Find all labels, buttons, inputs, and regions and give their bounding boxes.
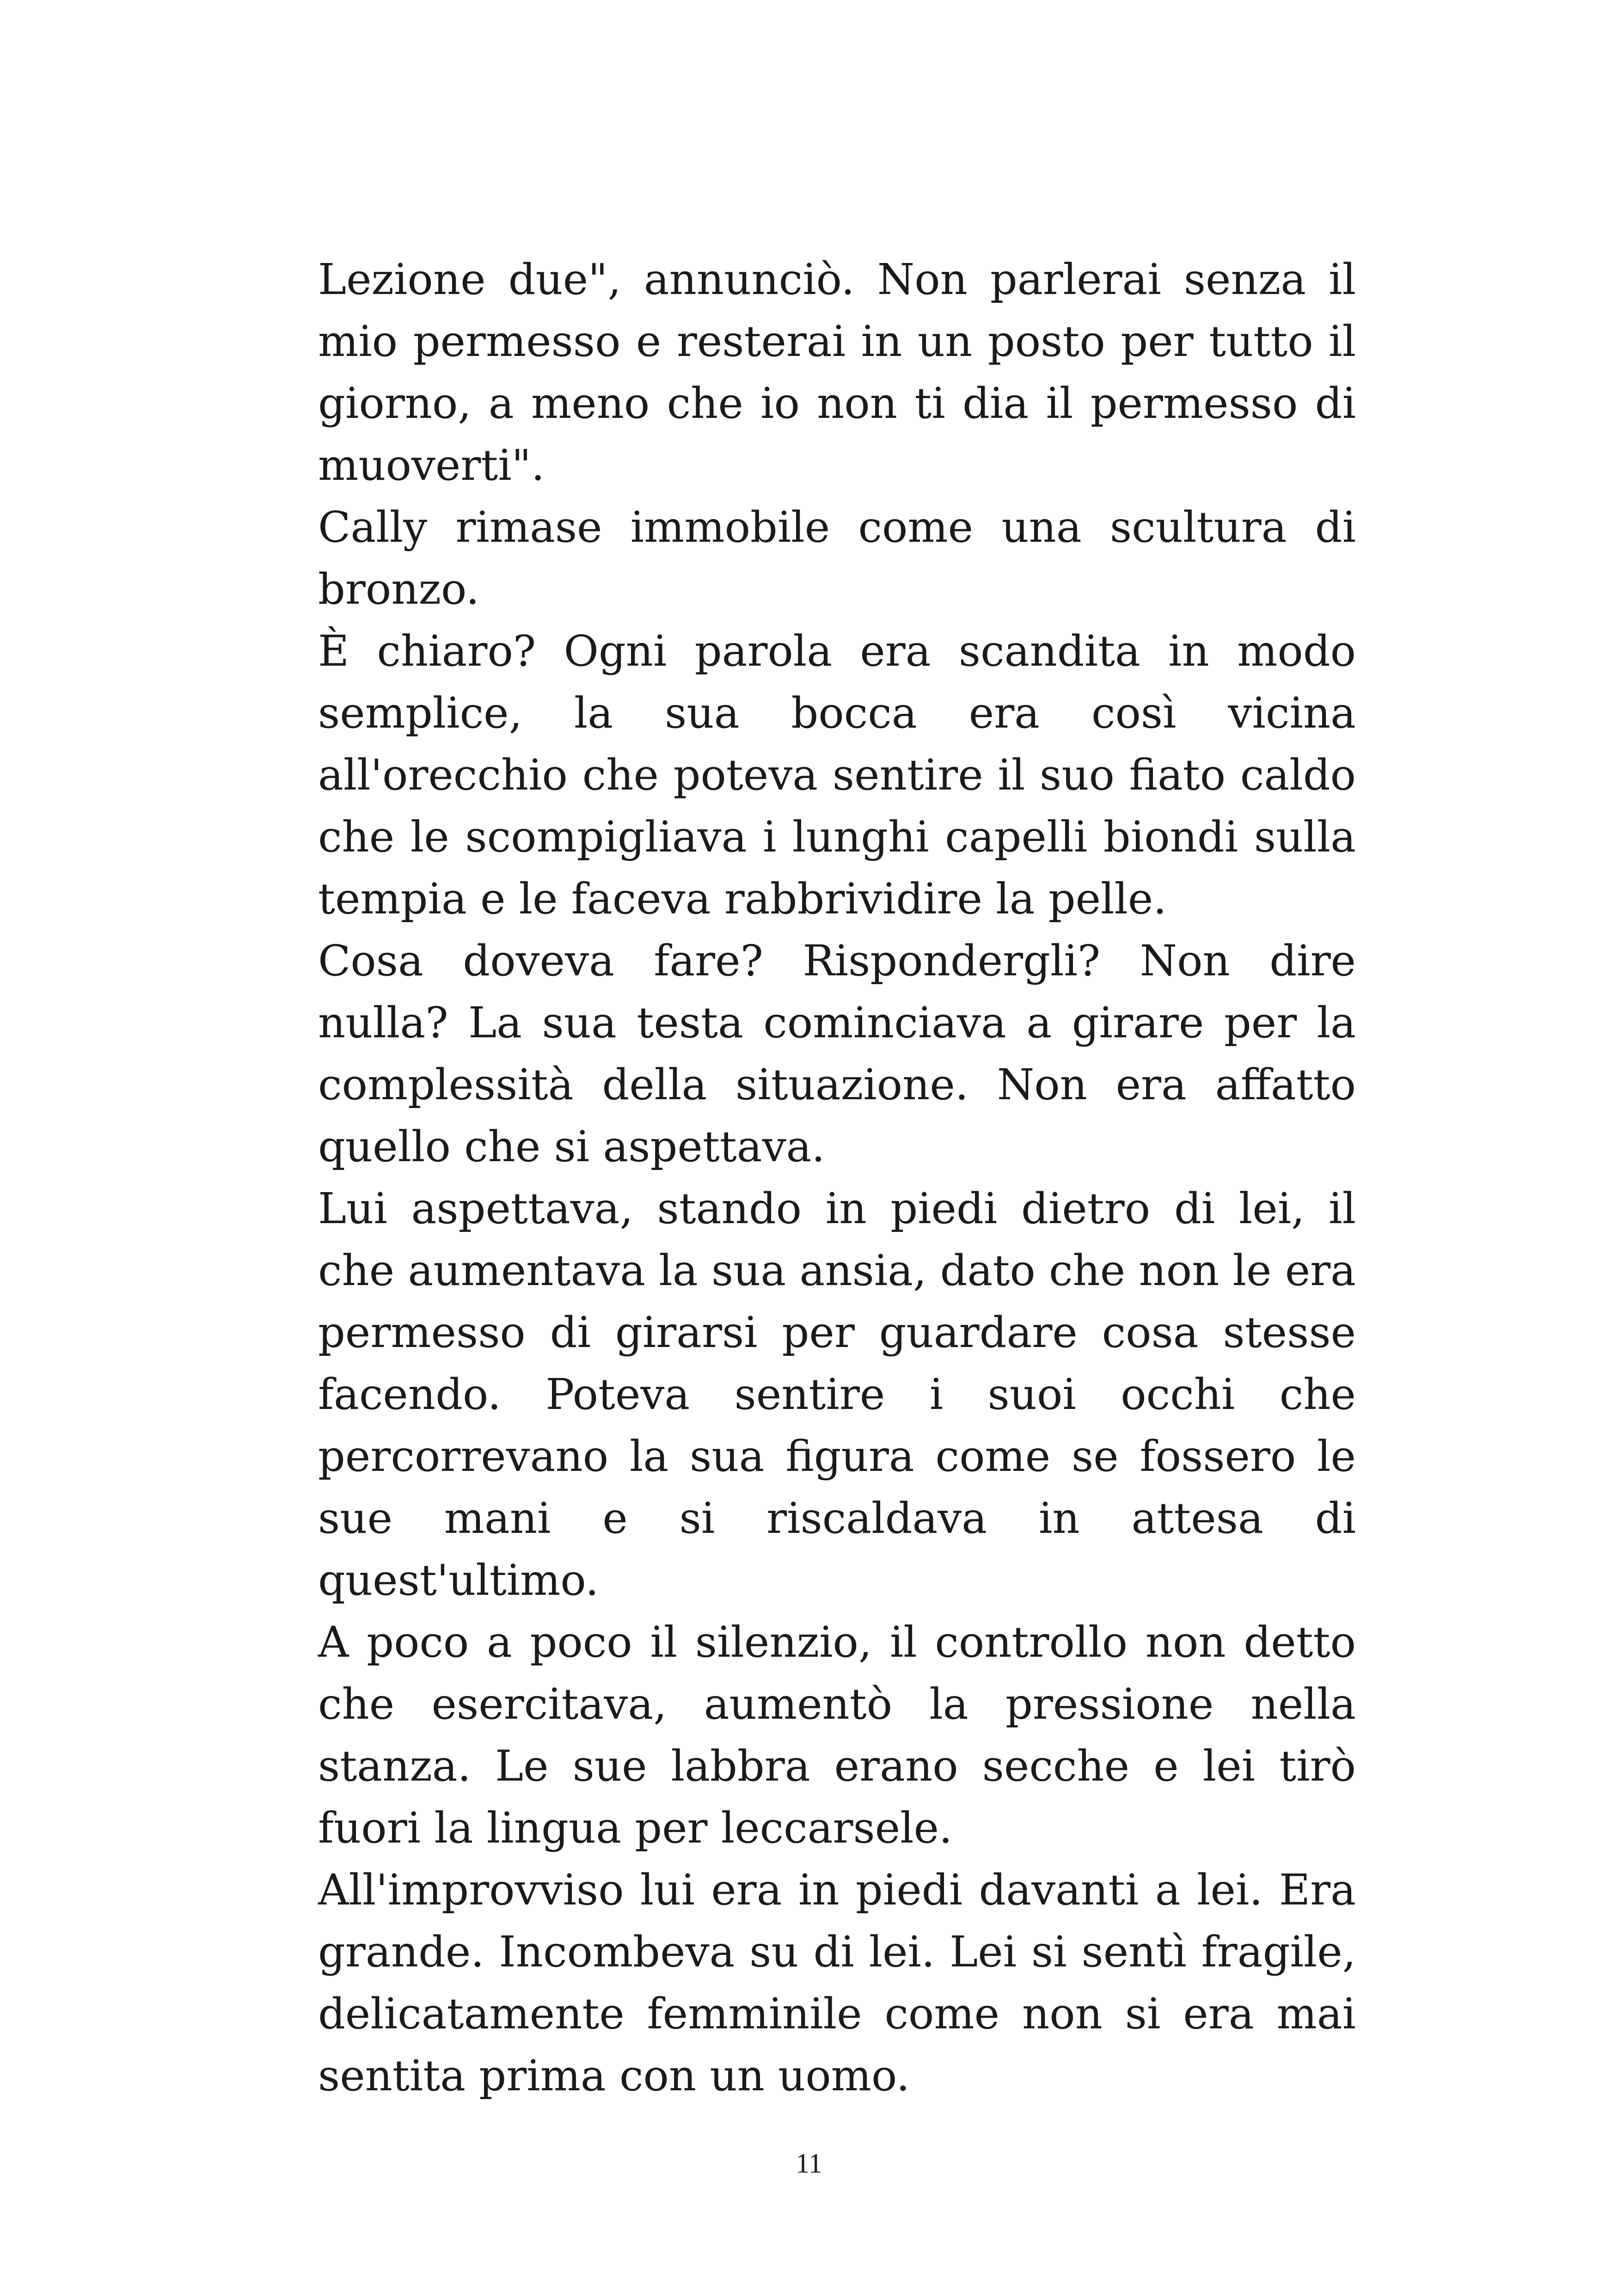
paragraph-2: Cally rimase immobile come una scultura di bronzo. xyxy=(318,502,1356,614)
paragraph-4: Cosa doveva fare? Rispondergli? Non dire nulla? La sua testa cominciava a girare per la complessità della situazione. Non era affatto quello che si aspettava. xyxy=(318,936,1356,1171)
page-number: 11 xyxy=(796,2148,822,2179)
paragraph-1: Lezione due", annunciò. Non parlerai senza il mio permesso e resterai in un posto per tutto il giorno, a meno che io non ti dia il permesso di muoverti". xyxy=(318,255,1356,490)
paragraph-7: All'improvviso lui era in piedi davanti a lei. Era grande. Incombeva su di lei. Lei si sentì fragile, delicatamente femminile come non si era mai sentita prima con un uomo. xyxy=(318,1865,1356,2100)
body-text xyxy=(318,249,1356,2107)
paragraph-6: A poco a poco il silenzio, il controllo non detto che esercitava, aumentò la pressione nella stanza. Le sue labbra erano secche e lei tirò fuori la lingua per leccarsele. xyxy=(318,1617,1356,1853)
paragraph-3: È chiaro? Ogni parola era scandita in modo semplice, la sua bocca era così vicina all'orecchio che poteva sentire il suo fiato caldo che le scompigliava i lunghi capelli biondi sulla tempia e le faceva rabbrividire la pelle. xyxy=(318,626,1356,924)
paragraph-5: Lui aspettava, stando in piedi dietro di lei, il che aumentava la sua ansia, dato che non le era permesso di girarsi per guardare cosa stesse facendo. Poteva sentire i suoi occhi che percorrevano la sua figura come se fossero le sue mani e si riscaldava in attesa di quest'ultimo. xyxy=(318,1184,1356,1605)
